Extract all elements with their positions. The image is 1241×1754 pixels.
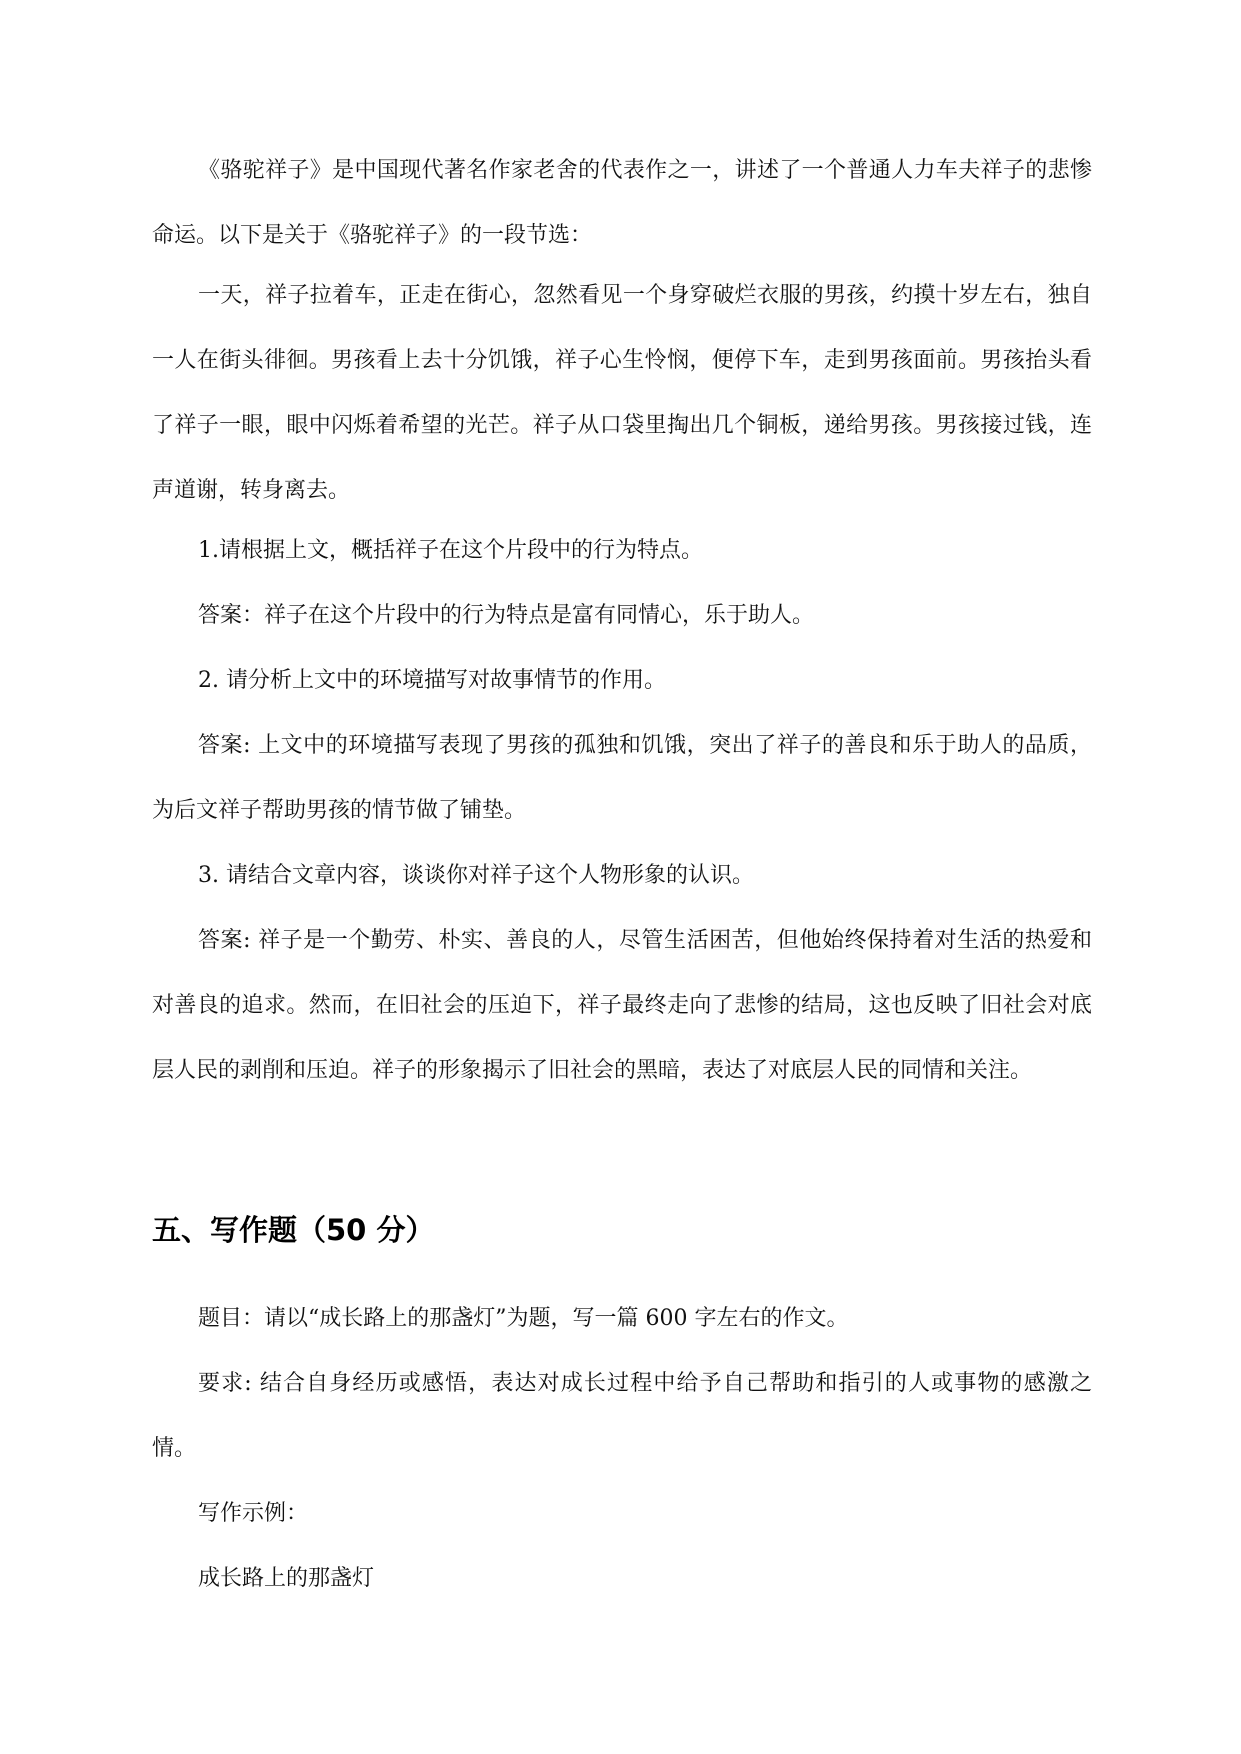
answer-1: 答案：祥子在这个片段中的行为特点是富有同情心，乐于助人。 [198,603,815,628]
section-heading-writing: 五、写作题（50 分） [152,1213,435,1247]
question-1: 1.请根据上文，概括祥子在这个片段中的行为特点。 [198,538,703,563]
question-3: 3. 请结合文章内容，谈谈你对祥子这个人物形象的认识。 [198,863,754,888]
intro-paragraph: 《骆驼祥子》是中国现代著名作家老舍的代表作之一，讲述了一个普通人力车夫祥子的悲惨命运。以下是关于《骆驼祥子》的一段节选： [152,158,1092,248]
answer-3: 答案: 祥子是一个勤劳、朴实、善良的人，尽管生活困苦，但他始终保持着对生活的热爱和对善良的追求。然而，在旧社会的压迫下，祥子最终走向了悲惨的结局，这也反映了旧社会对底层人民的剥削和压迫。祥子的形象揭示了旧社会的黑暗，表达了对底层人民的同情和关注。 [152,928,1092,1083]
writing-example-label: 写作示例： [198,1501,309,1526]
writing-requirement: 要求: 结合自身经历或感悟，表达对成长过程中给予自己帮助和指引的人或事物的感激之情。 [152,1371,1092,1461]
writing-example-title: 成长路上的那盏灯 [198,1566,375,1591]
answer-2: 答案: 上文中的环境描写表现了男孩的孤独和饥饿，突出了祥子的善良和乐于助人的品质，为后文祥子帮助男孩的情节做了铺垫。 [152,733,1092,823]
excerpt-paragraph: 一天，祥子拉着车，正走在街心，忽然看见一个身穿破烂衣服的男孩，约摸十岁左右，独自一人在街头徘徊。男孩看上去十分饥饿，祥子心生怜悯，便停下车，走到男孩面前。男孩抬头看了祥子一眼，眼中闪烁着希望的光芒。祥子从口袋里掏出几个铜板，递给男孩。男孩接过钱，连声道谢，转身离去。 [152,283,1092,503]
question-2: 2. 请分析上文中的环境描写对故事情节的作用。 [198,668,666,693]
writing-topic: 题目：请以“成长路上的那盏灯”为题，写一篇 600 字左右的作文。 [198,1306,849,1331]
